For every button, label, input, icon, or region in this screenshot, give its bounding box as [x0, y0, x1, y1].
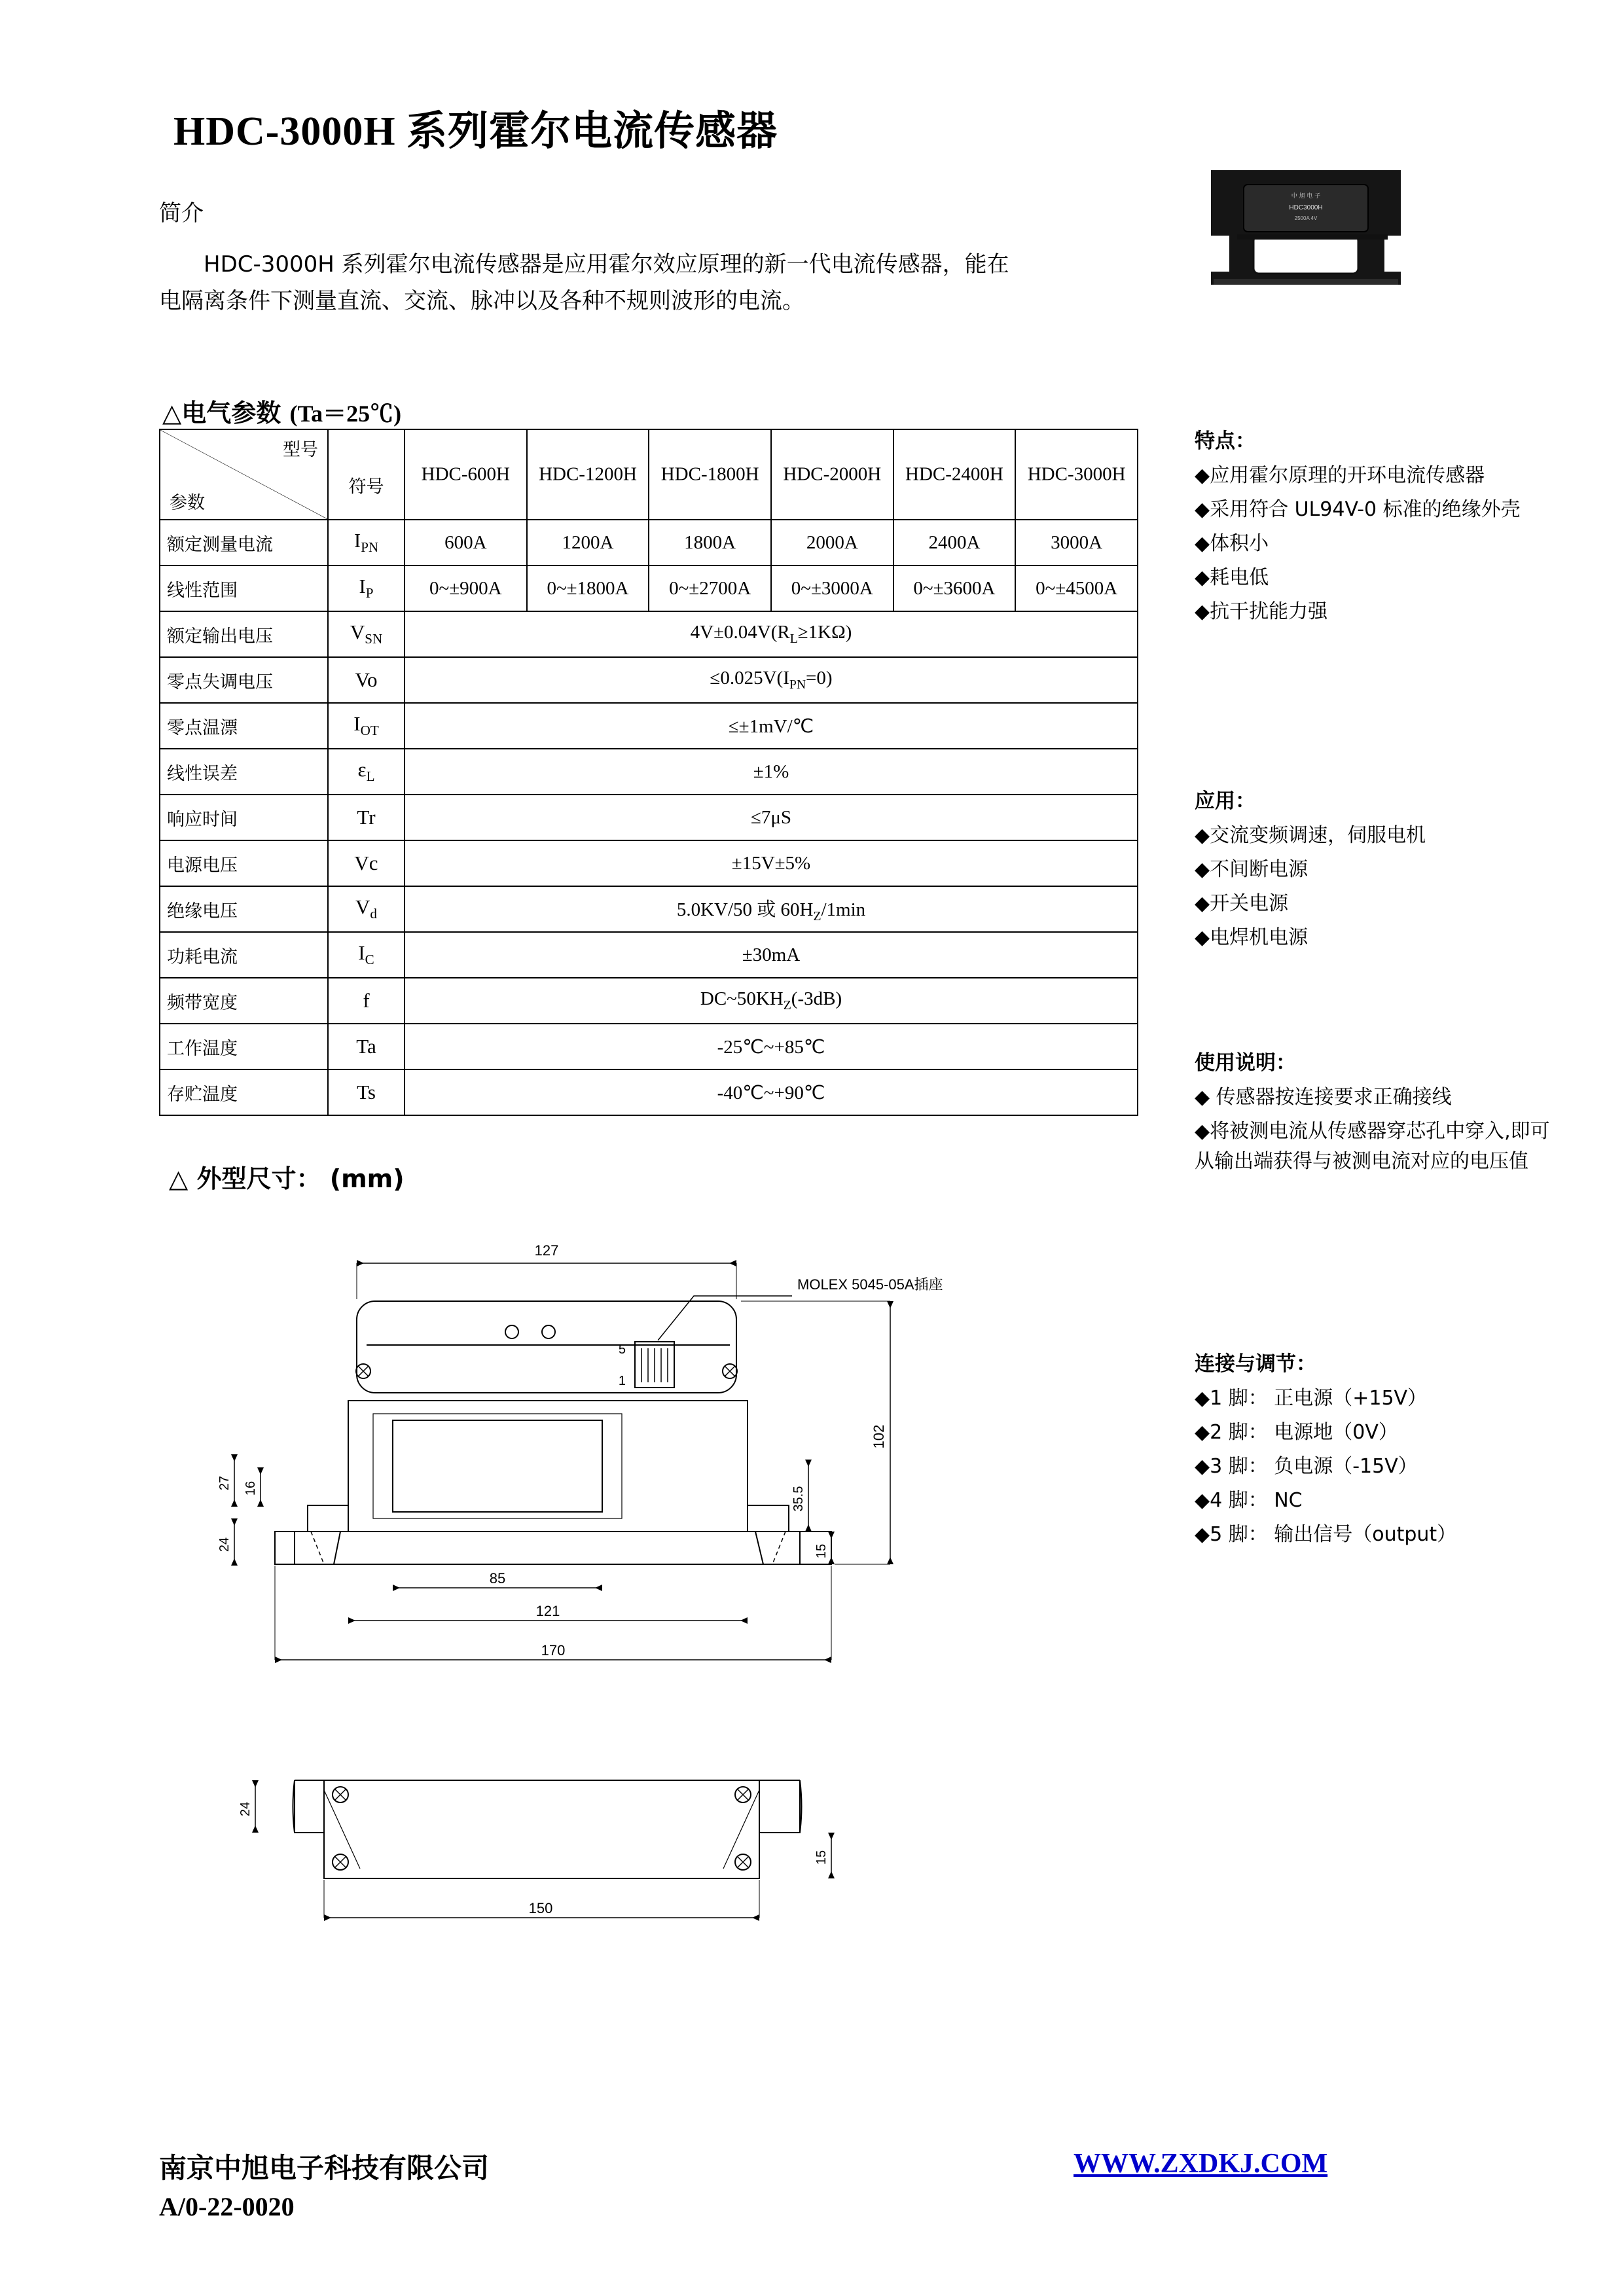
- table-row: [160, 886, 1138, 932]
- connection-item: ◆2 脚： 电源地（0V）: [1195, 1421, 1398, 1444]
- table-cell-span: ≤±1mV/℃: [405, 703, 1138, 749]
- electrical-heading-text: △电气参数: [162, 399, 281, 427]
- table-param-name: 绝缘电压: [160, 886, 328, 932]
- table-row: [160, 840, 1138, 886]
- table-cell-span: ±15V±5%: [405, 840, 1138, 886]
- dim-24-left: 24: [217, 1537, 232, 1552]
- applications-block: [1195, 785, 1561, 957]
- table-cell: 1200A: [527, 520, 649, 565]
- table-cell: 0~±1800A: [527, 565, 649, 611]
- photo-label-model: HDC3000H: [1289, 204, 1323, 211]
- table-param-name: 功耗电流: [160, 932, 328, 978]
- table-param-name: 额定测量电流: [160, 520, 328, 565]
- table-param-name: 电源电压: [160, 840, 328, 886]
- table-row: [160, 657, 1138, 703]
- applications-heading: 应用：: [1195, 789, 1255, 813]
- dim-85: 85: [489, 1570, 506, 1587]
- connection-item: ◆1 脚： 正电源（+15V）: [1195, 1387, 1428, 1410]
- footer-document-code: A/0-22-0020: [159, 2192, 295, 2221]
- dim-170: 170: [541, 1642, 566, 1659]
- dimensions-section-heading: [169, 1158, 405, 1194]
- table-param-name: 线性误差: [160, 749, 328, 795]
- table-model-header-1: HDC-1200H: [527, 429, 649, 520]
- table-cell: 2000A: [771, 520, 893, 565]
- table-cell: 600A: [405, 520, 527, 565]
- intro-heading: 简介: [159, 200, 204, 226]
- photo-label-rating: 2500A 4V: [1294, 215, 1318, 221]
- table-param-name: 零点温漂: [160, 703, 328, 749]
- table-cell: 1800A: [649, 520, 771, 565]
- table-cell-span: -40℃~+90℃: [405, 1069, 1138, 1115]
- features-item: ◆体积小: [1195, 532, 1269, 555]
- specifications-table: [159, 429, 1138, 1116]
- table-param-symbol: Tr: [328, 795, 405, 840]
- table-cell: 0~±3000A: [771, 565, 893, 611]
- table-row: [160, 520, 1138, 565]
- dim-102: 102: [871, 1424, 887, 1449]
- table-param-symbol: $V_{SN}$: [328, 611, 405, 657]
- table-cell-span: $\le 0.025V(I_{PN}=0)$: [405, 657, 1138, 703]
- table-cell: 3000A: [1015, 520, 1138, 565]
- usage-block: [1195, 1047, 1561, 1181]
- features-item: ◆采用符合 UL94V-0 标准的绝缘外壳: [1195, 498, 1521, 521]
- footer-website-link[interactable]: WWW.ZXDKJ.COM: [1074, 2149, 1328, 2179]
- drawing-note: MOLEX 5045-05A插座: [797, 1276, 943, 1293]
- dim-15-side: 15: [814, 1850, 829, 1865]
- table-cell-span: $DC\sim 50KH_Z(-3dB)$: [405, 978, 1138, 1024]
- table-cell-span: 5.0KV/50 或 $60H_Z/1\min$: [405, 886, 1138, 932]
- table-row: [160, 703, 1138, 749]
- table-model-header-3: HDC-2000H: [771, 429, 893, 520]
- dim-150: 150: [528, 1900, 553, 1916]
- table-param-symbol: $I_P$: [328, 565, 405, 611]
- dimensions-heading-unit: (mm): [329, 1164, 405, 1193]
- features-block: [1195, 425, 1561, 631]
- table-row: [160, 749, 1138, 795]
- footer-company: 南京中旭电子科技有限公司: [159, 2152, 490, 2184]
- intro-body: HDC-3000H 系列霍尔电流传感器是应用霍尔效应原理的新一代电流传感器，能在电隔离条件下测量直流、交流、脉冲以及各种不规则波形的电流。: [159, 251, 1009, 314]
- pin-label-5: 5: [618, 1342, 626, 1357]
- product-photo: [1204, 157, 1420, 301]
- table-model-header-2: HDC-1800H: [649, 429, 771, 520]
- dim-24-side: 24: [238, 1801, 253, 1817]
- table-param-symbol: Vc: [328, 840, 405, 886]
- table-param-symbol: $V_d$: [328, 886, 405, 932]
- table-param-symbol: Ta: [328, 1024, 405, 1069]
- connection-item: ◆4 脚： NC: [1195, 1489, 1303, 1512]
- table-param-name: 存贮温度: [160, 1069, 328, 1115]
- table-model-header-0: HDC-600H: [405, 429, 527, 520]
- table-param-symbol: $I_{OT}$: [328, 703, 405, 749]
- table-param-symbol: Vo: [328, 657, 405, 703]
- dim-27: 27: [217, 1475, 232, 1491]
- table-cell-span: ±30mA: [405, 932, 1138, 978]
- table-cell-span: ±1%: [405, 749, 1138, 795]
- dim-16: 16: [244, 1480, 258, 1496]
- applications-item: ◆电焊机电源: [1195, 926, 1308, 949]
- table-header-row: [160, 429, 1138, 520]
- table-model-header-5: HDC-3000H: [1015, 429, 1138, 520]
- connection-item: ◆5 脚： 输出信号（output）: [1195, 1523, 1457, 1546]
- dim-15-right: 15: [814, 1543, 829, 1559]
- table-row: [160, 1024, 1138, 1069]
- table-param-symbol: $I_C$: [328, 932, 405, 978]
- table-row: [160, 795, 1138, 840]
- table-cell: 0~±4500A: [1015, 565, 1138, 611]
- table-param-symbol: $\varepsilon_L$: [328, 749, 405, 795]
- table-param-name: 响应时间: [160, 795, 328, 840]
- applications-item: ◆交流变频调速，伺服电机: [1195, 824, 1426, 847]
- dim-35-5: 35.5: [791, 1486, 806, 1512]
- table-param-name: 零点失调电压: [160, 657, 328, 703]
- usage-item: ◆ 传感器按连接要求正确接线: [1195, 1086, 1452, 1109]
- electrical-heading-condition: (Ta＝25℃): [289, 401, 402, 427]
- features-heading: 特点：: [1195, 429, 1255, 453]
- table-cell-span: $4V\pm 0.04V(R_L\ge 1K\Omega)$: [405, 611, 1138, 657]
- dimensional-drawing: [177, 1224, 1132, 2009]
- table-param-symbol: Ts: [328, 1069, 405, 1115]
- applications-item: ◆开关电源: [1195, 892, 1289, 915]
- dim-121: 121: [535, 1603, 560, 1619]
- electrical-section-heading: [162, 393, 401, 429]
- table-row: [160, 978, 1138, 1024]
- connection-item: ◆3 脚： 负电源（-15V）: [1195, 1455, 1418, 1478]
- table-cell: 2400A: [893, 520, 1016, 565]
- table-cell-span: -25℃~+85℃: [405, 1024, 1138, 1069]
- table-param-symbol: $I_{PN}$: [328, 520, 405, 565]
- usage-heading: 使用说明：: [1195, 1051, 1296, 1075]
- table-param-name: 频带宽度: [160, 978, 328, 1024]
- features-item: ◆耗电低: [1195, 566, 1269, 589]
- features-item: ◆抗干扰能力强: [1195, 600, 1328, 623]
- connection-block: [1195, 1348, 1561, 1554]
- table-param-symbol: f: [328, 978, 405, 1024]
- table-param-name: 线性范围: [160, 565, 328, 611]
- table-cell-span: ≤7μS: [405, 795, 1138, 840]
- usage-item: ◆将被测电流从传感器穿芯孔中穿入,即可从输出端获得与被测电流对应的电压值: [1195, 1120, 1550, 1173]
- page-title: HDC-3000H 系列霍尔电流传感器: [173, 109, 778, 154]
- table-row: [160, 565, 1138, 611]
- table-cell: 0~±3600A: [893, 565, 1016, 611]
- table-param-name: 工作温度: [160, 1024, 328, 1069]
- features-item: ◆应用霍尔原理的开环电流传感器: [1195, 464, 1485, 487]
- table-cell: 0~±2700A: [649, 565, 771, 611]
- table-model-header-4: HDC-2400H: [893, 429, 1016, 520]
- connection-heading: 连接与调节：: [1195, 1352, 1316, 1376]
- table-corner-param-label: 参数: [170, 493, 205, 513]
- table-param-name: 额定输出电压: [160, 611, 328, 657]
- pin-label-1: 1: [618, 1374, 626, 1388]
- dimensions-heading-text: △ 外型尺寸：: [169, 1164, 321, 1193]
- table-corner-cell: [160, 429, 328, 520]
- applications-item: ◆不间断电源: [1195, 858, 1308, 881]
- table-row: [160, 1069, 1138, 1115]
- photo-label-top: 中 旭 电 子: [1291, 193, 1321, 200]
- table-row: [160, 932, 1138, 978]
- table-corner-model-label: 型号: [283, 440, 318, 460]
- table-row: [160, 611, 1138, 657]
- table-cell: 0~±900A: [405, 565, 527, 611]
- table-symbol-header: 符号: [328, 429, 405, 520]
- dim-127: 127: [534, 1242, 559, 1259]
